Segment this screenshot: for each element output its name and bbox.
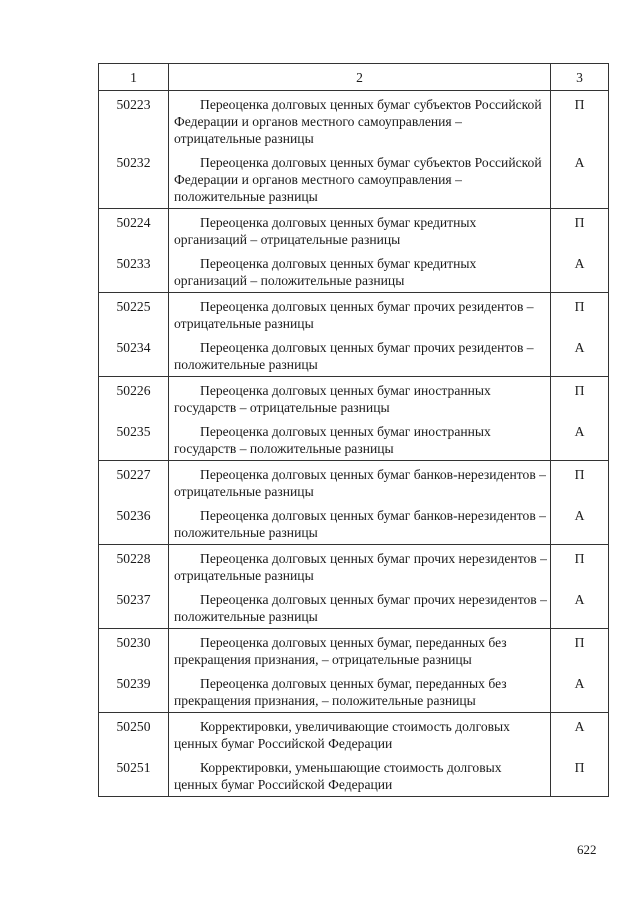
account-type: А [551, 416, 609, 461]
account-type: А [551, 713, 609, 753]
account-type: А [551, 584, 609, 629]
account-type: А [551, 332, 609, 377]
account-type: А [551, 500, 609, 545]
account-description: Переоценка долговых ценных бумаг прочих нерезидентов – положительные разницы [169, 584, 551, 629]
account-code: 50239 [99, 668, 169, 713]
account-type: А [551, 147, 609, 209]
account-type: П [551, 209, 609, 249]
account-description: Переоценка долговых ценных бумаг, переданных без прекращения признания, – отрицательные разницы [169, 629, 551, 669]
account-code: 50223 [99, 91, 169, 148]
account-code: 50228 [99, 545, 169, 585]
account-type: А [551, 668, 609, 713]
table-row [99, 147, 609, 209]
account-code: 50233 [99, 248, 169, 293]
account-type: П [551, 91, 609, 148]
table-row [99, 584, 609, 629]
table-row [99, 248, 609, 293]
ledger-body [99, 91, 609, 797]
table-row [99, 500, 609, 545]
account-code: 50237 [99, 584, 169, 629]
account-type: П [551, 293, 609, 333]
header-col-3: 3 [551, 64, 609, 91]
account-description: Переоценка долговых ценных бумаг банков-нерезидентов – отрицательные разницы [169, 461, 551, 501]
account-type: П [551, 752, 609, 797]
table-row [99, 713, 609, 753]
table-row [99, 91, 609, 148]
account-description: Корректировки, уменьшающие стоимость долговых ценных бумаг Российской Федерации [169, 752, 551, 797]
account-code: 50236 [99, 500, 169, 545]
table-row [99, 629, 609, 669]
table-row [99, 332, 609, 377]
table-row [99, 416, 609, 461]
account-description: Переоценка долговых ценных бумаг прочих нерезидентов – отрицательные разницы [169, 545, 551, 585]
account-code: 50225 [99, 293, 169, 333]
ledger-table [98, 63, 609, 797]
account-description: Переоценка долговых ценных бумаг прочих резидентов – отрицательные разницы [169, 293, 551, 333]
account-type: А [551, 248, 609, 293]
account-code: 50234 [99, 332, 169, 377]
table-row [99, 545, 609, 585]
header-col-1: 1 [99, 64, 169, 91]
account-code: 50251 [99, 752, 169, 797]
table-row [99, 293, 609, 333]
account-description: Переоценка долговых ценных бумаг кредитных организаций – отрицательные разницы [169, 209, 551, 249]
account-description: Переоценка долговых ценных бумаг банков-нерезидентов – положительные разницы [169, 500, 551, 545]
account-code: 50235 [99, 416, 169, 461]
account-code: 50250 [99, 713, 169, 753]
account-code: 50230 [99, 629, 169, 669]
account-description: Переоценка долговых ценных бумаг кредитных организаций – положительные разницы [169, 248, 551, 293]
account-type: П [551, 461, 609, 501]
account-description: Переоценка долговых ценных бумаг субъектов Российской Федерации и органов местного самоуправления – отрицательные разницы [169, 91, 551, 148]
account-type: П [551, 377, 609, 417]
account-code: 50226 [99, 377, 169, 417]
account-description: Переоценка долговых ценных бумаг иностранных государств – отрицательные разницы [169, 377, 551, 417]
account-description: Переоценка долговых ценных бумаг, переданных без прекращения признания, – положительные разницы [169, 668, 551, 713]
account-type: П [551, 545, 609, 585]
account-code: 50227 [99, 461, 169, 501]
account-type: П [551, 629, 609, 669]
account-code: 50232 [99, 147, 169, 209]
account-code: 50224 [99, 209, 169, 249]
table-row [99, 377, 609, 417]
table-row [99, 668, 609, 713]
account-description: Переоценка долговых ценных бумаг прочих резидентов – положительные разницы [169, 332, 551, 377]
table-row [99, 461, 609, 501]
table-row [99, 752, 609, 797]
table-row [99, 209, 609, 249]
account-description: Переоценка долговых ценных бумаг субъектов Российской Федерации и органов местного самоуправления – положительные разницы [169, 147, 551, 209]
account-description: Корректировки, увеличивающие стоимость долговых ценных бумаг Российской Федерации [169, 713, 551, 753]
header-row [99, 64, 609, 91]
account-description: Переоценка долговых ценных бумаг иностранных государств – положительные разницы [169, 416, 551, 461]
header-col-2: 2 [169, 64, 551, 91]
page-number: 622 [577, 842, 597, 857]
